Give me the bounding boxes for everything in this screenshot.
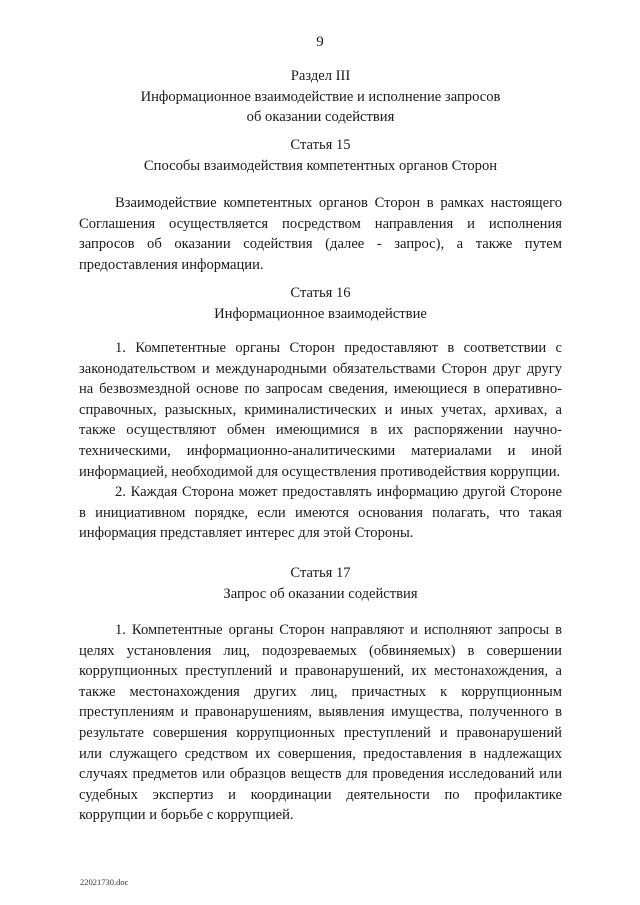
article-15-heading: [79, 135, 562, 176]
article-15-label: Статья 15: [290, 137, 351, 153]
section-heading: [79, 66, 562, 128]
page-number: 9: [316, 34, 324, 50]
article-17-heading: [79, 563, 562, 604]
article-16-body: [79, 338, 562, 544]
article-15-body: [79, 193, 562, 275]
article-17-label: Статья 17: [290, 565, 351, 581]
section-title-line-1: Информационное взаимодействие и исполнение запросов: [140, 88, 501, 105]
article-15-title: Способы взаимодействия компетентных органов Сторон: [143, 157, 498, 174]
article-17-paragraph-1: 1. Компетентные органы Сторон направляют и исполняют запросы в целях установления лиц, подозреваемых (обвиняемых) в совершении коррупционных преступлений и правонарушений, их местонахождения, а также местонахождения других лиц, причастных к коррупционным преступлениям и правонарушениям, выявления имущества, полученного в результате совершения коррупционных преступлений и правонарушений или служащего средством их совершения, предоставления в надлежащих случаях предметов или образцов веществ для проведения исследований или судебных экспертиз и координации деятельности по профилактике коррупции и борьбе с коррупцией.: [79, 622, 562, 824]
section-title-line-2: об оказании содействия: [246, 109, 395, 126]
footer-file-name: 22021730.doc: [80, 877, 129, 887]
article-16-paragraph-2: 2. Каждая Сторона может предоставлять информацию другой Стороне в инициативном порядке, если имеются основания полагать, что такая информация представляет интерес для этой Стороны.: [79, 484, 562, 542]
article-16-title: Информационное взаимодействие: [214, 305, 427, 322]
article-17-body: [79, 620, 562, 826]
article-16-paragraph-1: 1. Компетентные органы Сторон предоставляют в соответствии с законодательством и международными обязательствами Сторон друг другу на безвозмездной основе по запросам сведения, имеющиеся в оперативно-справочных, разыскных, криминалистических и иных учетах, архивах, а также осуществляют обмен имеющимися в их распоряжении научно-техническими, информационно-аналитическими материалами и иной информацией, необходимой для осуществления противодействия коррупции.: [79, 340, 562, 480]
article-16-label: Статья 16: [290, 285, 351, 301]
section-label: Раздел III: [290, 68, 351, 84]
article-17-title: Запрос об оказании содействия: [223, 585, 418, 602]
article-15-paragraph: Взаимодействие компетентных органов Сторон в рамках настоящего Соглашения осуществляется посредством направления и исполнения запросов об оказании содействия (далее - запрос), а также путем предоставления информации.: [79, 195, 562, 273]
article-16-heading: [79, 283, 562, 324]
